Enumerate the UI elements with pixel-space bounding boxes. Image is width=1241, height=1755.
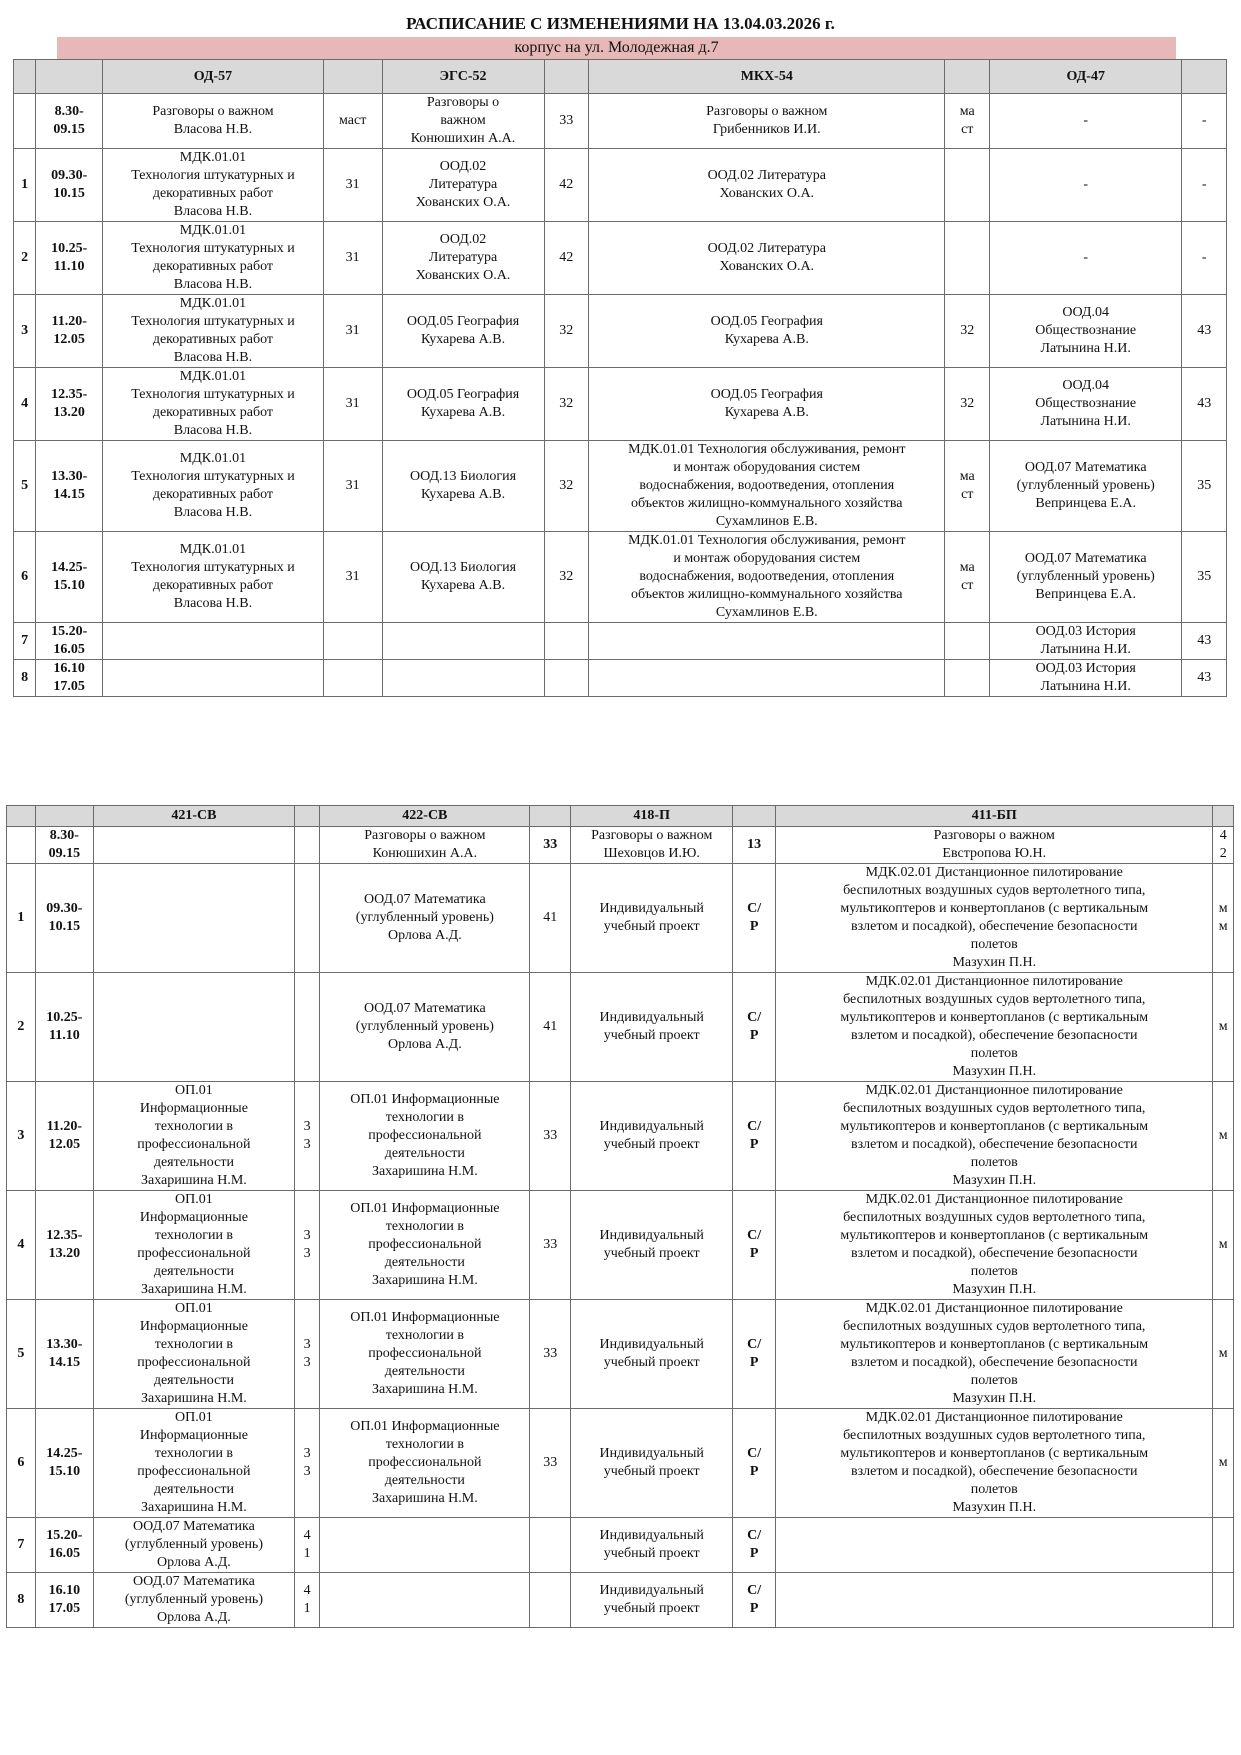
page-title: РАСПИСАНИЕ С ИЗМЕНЕНИЯМИ НА 13.04.03.2026 г. <box>406 14 835 33</box>
room-cell: С/ Р <box>733 1082 776 1191</box>
subject-cell: ООД.07 Математика (углубленный уровень) Орлова А.Д. <box>320 864 530 973</box>
room-cell <box>945 149 990 222</box>
group-header: 418-П <box>571 806 733 827</box>
room-cell <box>294 973 320 1082</box>
table-row <box>14 441 1227 532</box>
room-cell: С/ Р <box>733 1518 776 1573</box>
subject-cell: МДК.02.01 Дистанционное пилотирование беспилотных воздушных судов вертолетного типа, мультикоптеров и конвертопланов (с вертикальным взлетом и посадкой), обеспечение безопасности полетов Мазухин П.Н. <box>776 1082 1213 1191</box>
subject-cell: ООД.04 Обществознание Латынина Н.И. <box>990 295 1182 368</box>
subject-cell <box>776 1573 1213 1628</box>
subject-cell: МДК.02.01 Дистанционное пилотирование беспилотных воздушных судов вертолетного типа, мультикоптеров и конвертопланов (с вертикальным взлетом и посадкой), обеспечение безопасности полетов Мазухин П.Н. <box>776 973 1213 1082</box>
subject-cell <box>94 827 295 864</box>
subject-cell <box>94 973 295 1082</box>
lesson-number: 8 <box>7 1573 36 1628</box>
room-cell: 4 1 <box>294 1573 320 1628</box>
room-cell: м <box>1213 1409 1234 1518</box>
room-cell: 35 <box>1182 532 1227 623</box>
lesson-number: 4 <box>14 368 36 441</box>
room-cell <box>323 623 382 660</box>
subject-cell <box>589 623 945 660</box>
lesson-number: 1 <box>14 149 36 222</box>
room-cell: 4 1 <box>294 1518 320 1573</box>
subject-cell: ООД.02 Литература Хованских О.А. <box>589 222 945 295</box>
lesson-time: 10.25- 11.10 <box>36 222 103 295</box>
table-row <box>7 1409 1234 1518</box>
room-cell <box>945 660 990 697</box>
lesson-number: 1 <box>7 864 36 973</box>
lesson-time: 12.35- 13.20 <box>36 368 103 441</box>
room-cell: 3 3 <box>294 1409 320 1518</box>
subject-cell: ОП.01 Информационные технологии в профессиональной деятельности Захаришина Н.М. <box>320 1409 530 1518</box>
lesson-time: 15.20- 16.05 <box>36 623 103 660</box>
room-cell: 32 <box>945 295 990 368</box>
subject-cell <box>382 660 544 697</box>
room-cell: 13 <box>733 827 776 864</box>
subject-cell: МДК.01.01 Технология штукатурных и декоративных работ Власова Н.В. <box>103 368 324 441</box>
lesson-time: 8.30- 09.15 <box>35 827 93 864</box>
room-cell: маст <box>323 94 382 149</box>
subject-cell: ОП.01 Информационные технологии в профессиональной деятельности Захаришина Н.М. <box>320 1300 530 1409</box>
room-cell: 3 3 <box>294 1082 320 1191</box>
room-cell <box>530 1573 571 1628</box>
room-header <box>530 806 571 827</box>
subject-cell: ООД.07 Математика (углубленный уровень) Орлова А.Д. <box>94 1573 295 1628</box>
subject-cell: ООД.07 Математика (углубленный уровень) Орлова А.Д. <box>94 1518 295 1573</box>
room-cell: 32 <box>544 368 589 441</box>
subject-cell: Разговоры о важном Конюшихин А.А. <box>382 94 544 149</box>
subject-cell: МДК.01.01 Технология обслуживания, ремонт и монтаж оборудования систем водоснабжения, водоотведения, отопления объектов жилищно-коммунального хозяйства Сухамлинов Е.В. <box>589 441 945 532</box>
table-row <box>7 1191 1234 1300</box>
subject-cell: МДК.02.01 Дистанционное пилотирование беспилотных воздушных судов вертолетного типа, мультикоптеров и конвертопланов (с вертикальным взлетом и посадкой), обеспечение безопасности полетов Мазухин П.Н. <box>776 1300 1213 1409</box>
room-cell: м <box>1213 1082 1234 1191</box>
lesson-time: 09.30- 10.15 <box>35 864 93 973</box>
subject-cell <box>103 660 324 697</box>
lesson-number: 8 <box>14 660 36 697</box>
room-cell <box>294 864 320 973</box>
table-row <box>14 94 1227 149</box>
subject-cell: ООД.03 История Латынина Н.И. <box>990 660 1182 697</box>
room-cell: 43 <box>1182 295 1227 368</box>
room-cell <box>544 660 589 697</box>
group-header: ОД-57 <box>103 60 324 94</box>
table-row <box>7 1082 1234 1191</box>
group-header: МКХ-54 <box>589 60 945 94</box>
subject-cell: Разговоры о важном Шеховцов И.Ю. <box>571 827 733 864</box>
lesson-number: 7 <box>7 1518 36 1573</box>
subject-cell: МДК.01.01 Технология обслуживания, ремонт и монтаж оборудования систем водоснабжения, водоотведения, отопления объектов жилищно-коммунального хозяйства Сухамлинов Е.В. <box>589 532 945 623</box>
subject-cell: ООД.07 Математика (углубленный уровень) Вепринцева Е.А. <box>990 532 1182 623</box>
subject-cell: ООД.05 География Кухарева А.В. <box>589 368 945 441</box>
subject-cell: ООД.05 География Кухарева А.В. <box>382 368 544 441</box>
room-header <box>323 60 382 94</box>
lesson-time: 16.10 17.05 <box>35 1573 93 1628</box>
lesson-number <box>14 94 36 149</box>
subject-cell <box>320 1518 530 1573</box>
room-cell: ма ст <box>945 94 990 149</box>
lesson-number: 3 <box>14 295 36 368</box>
room-cell: 43 <box>1182 623 1227 660</box>
room-header <box>294 806 320 827</box>
subject-cell: ОП.01 Информационные технологии в профессиональной деятельности Захаришина Н.М. <box>94 1300 295 1409</box>
table-row <box>7 1518 1234 1573</box>
subject-cell: Индивидуальный учебный проект <box>571 1409 733 1518</box>
subject-cell: ОП.01 Информационные технологии в профессиональной деятельности Захаришина Н.М. <box>320 1082 530 1191</box>
building-banner: корпус на ул. Молодежная д.7 <box>57 37 1176 59</box>
group-header: 421-СВ <box>94 806 295 827</box>
room-cell: С/ Р <box>733 1409 776 1518</box>
room-header <box>945 60 990 94</box>
group-header: ЭГС-52 <box>382 60 544 94</box>
room-cell: 33 <box>530 827 571 864</box>
subject-cell: МДК.01.01 Технология штукатурных и декоративных работ Власова Н.В. <box>103 295 324 368</box>
room-header <box>1213 806 1234 827</box>
room-cell <box>323 660 382 697</box>
room-cell: 3 3 <box>294 1191 320 1300</box>
subject-cell: МДК.02.01 Дистанционное пилотирование беспилотных воздушных судов вертолетного типа, мультикоптеров и конвертопланов (с вертикальным взлетом и посадкой), обеспечение безопасности полетов Мазухин П.Н. <box>776 1191 1213 1300</box>
room-cell <box>530 1518 571 1573</box>
lesson-time: 15.20- 16.05 <box>35 1518 93 1573</box>
subject-cell <box>94 864 295 973</box>
room-cell <box>294 827 320 864</box>
room-cell: 31 <box>323 295 382 368</box>
subject-cell: Разговоры о важном Власова Н.В. <box>103 94 324 149</box>
room-cell: м <box>1213 1300 1234 1409</box>
subject-cell: ООД.05 География Кухарева А.В. <box>382 295 544 368</box>
lesson-number: 6 <box>7 1409 36 1518</box>
room-cell: м <box>1213 1191 1234 1300</box>
lesson-time: 13.30- 14.15 <box>36 441 103 532</box>
room-cell: м м <box>1213 864 1234 973</box>
room-cell <box>1213 1573 1234 1628</box>
room-cell: 4 2 <box>1213 827 1234 864</box>
lesson-number: 5 <box>14 441 36 532</box>
subject-cell: ООД.02 Литература Хованских О.А. <box>589 149 945 222</box>
lesson-number: 2 <box>7 973 36 1082</box>
lesson-time: 13.30- 14.15 <box>35 1300 93 1409</box>
lesson-time: 11.20- 12.05 <box>35 1082 93 1191</box>
room-cell: 31 <box>323 368 382 441</box>
room-cell: 41 <box>530 864 571 973</box>
subject-cell: ООД.02 Литература Хованских О.А. <box>382 222 544 295</box>
room-header <box>733 806 776 827</box>
group-header: 422-СВ <box>320 806 530 827</box>
subject-cell: Индивидуальный учебный проект <box>571 1082 733 1191</box>
lesson-number: 2 <box>14 222 36 295</box>
lesson-number: 4 <box>7 1191 36 1300</box>
subject-cell: ОП.01 Информационные технологии в профессиональной деятельности Захаришина Н.М. <box>94 1191 295 1300</box>
subject-cell: МДК.01.01 Технология штукатурных и декоративных работ Власова Н.В. <box>103 222 324 295</box>
lesson-number <box>7 827 36 864</box>
room-cell: 32 <box>544 532 589 623</box>
table-row <box>14 532 1227 623</box>
subject-cell: Индивидуальный учебный проект <box>571 1573 733 1628</box>
room-cell: С/ Р <box>733 864 776 973</box>
group-header: 411-БП <box>776 806 1213 827</box>
subject-cell: Индивидуальный учебный проект <box>571 1191 733 1300</box>
room-cell: - <box>1182 222 1227 295</box>
subject-cell: ОП.01 Информационные технологии в профессиональной деятельности Захаришина Н.М. <box>94 1409 295 1518</box>
room-cell: 31 <box>323 222 382 295</box>
room-header <box>1182 60 1227 94</box>
subject-cell: Индивидуальный учебный проект <box>571 973 733 1082</box>
room-cell: 32 <box>544 441 589 532</box>
room-cell: м <box>1213 973 1234 1082</box>
room-cell: С/ Р <box>733 973 776 1082</box>
subject-cell: - <box>990 94 1182 149</box>
room-cell: 33 <box>544 94 589 149</box>
room-cell: 42 <box>544 149 589 222</box>
room-cell: 43 <box>1182 368 1227 441</box>
subject-cell: ООД.04 Обществознание Латынина Н.И. <box>990 368 1182 441</box>
subject-cell: ООД.07 Математика (углубленный уровень) Вепринцева Е.А. <box>990 441 1182 532</box>
room-cell: ма ст <box>945 532 990 623</box>
subject-cell: - <box>990 222 1182 295</box>
subject-cell <box>320 1573 530 1628</box>
room-cell: С/ Р <box>733 1300 776 1409</box>
table-row <box>7 864 1234 973</box>
room-cell <box>1213 1518 1234 1573</box>
subject-cell <box>103 623 324 660</box>
subject-cell: МДК.01.01 Технология штукатурных и декоративных работ Власова Н.В. <box>103 532 324 623</box>
subject-cell: ООД.03 История Латынина Н.И. <box>990 623 1182 660</box>
room-cell: - <box>1182 149 1227 222</box>
subject-cell <box>382 623 544 660</box>
header-time-col <box>36 60 103 94</box>
lesson-time: 11.20- 12.05 <box>36 295 103 368</box>
schedule-table-1 <box>13 59 1227 697</box>
lesson-time: 16.10 17.05 <box>36 660 103 697</box>
room-cell: 33 <box>530 1409 571 1518</box>
table-row <box>14 149 1227 222</box>
subject-cell <box>589 660 945 697</box>
lesson-time: 10.25- 11.10 <box>35 973 93 1082</box>
room-cell: 33 <box>530 1300 571 1409</box>
subject-cell: ООД.07 Математика (углубленный уровень) Орлова А.Д. <box>320 973 530 1082</box>
room-cell: 31 <box>323 149 382 222</box>
lesson-time: 8.30- 09.15 <box>36 94 103 149</box>
subject-cell: ОП.01 Информационные технологии в профессиональной деятельности Захаришина Н.М. <box>320 1191 530 1300</box>
lesson-number: 6 <box>14 532 36 623</box>
subject-cell: Разговоры о важном Евстропова Ю.Н. <box>776 827 1213 864</box>
subject-cell: Индивидуальный учебный проект <box>571 864 733 973</box>
header-time-col <box>35 806 93 827</box>
room-cell: ма ст <box>945 441 990 532</box>
room-cell: 32 <box>544 295 589 368</box>
room-cell: 41 <box>530 973 571 1082</box>
room-cell: 31 <box>323 441 382 532</box>
table-row <box>14 368 1227 441</box>
room-cell: 32 <box>945 368 990 441</box>
lesson-time: 14.25- 15.10 <box>35 1409 93 1518</box>
subject-cell: ООД.13 Биология Кухарева А.В. <box>382 441 544 532</box>
room-cell: 33 <box>530 1082 571 1191</box>
subject-cell: Разговоры о важном Конюшихин А.А. <box>320 827 530 864</box>
room-cell <box>945 222 990 295</box>
lesson-time: 14.25- 15.10 <box>36 532 103 623</box>
room-cell <box>544 623 589 660</box>
table-row <box>14 295 1227 368</box>
schedule-table-2 <box>6 805 1234 1628</box>
room-cell <box>945 623 990 660</box>
room-cell: - <box>1182 94 1227 149</box>
table-row <box>14 623 1227 660</box>
table-row <box>14 660 1227 697</box>
subject-cell <box>776 1518 1213 1573</box>
table-row <box>7 827 1234 864</box>
room-cell: 42 <box>544 222 589 295</box>
subject-cell: Индивидуальный учебный проект <box>571 1300 733 1409</box>
header-num-col <box>14 60 36 94</box>
room-cell: С/ Р <box>733 1191 776 1300</box>
subject-cell: ООД.05 География Кухарева А.В. <box>589 295 945 368</box>
table-row <box>7 1300 1234 1409</box>
subject-cell: Разговоры о важном Грибенников И.И. <box>589 94 945 149</box>
subject-cell: Индивидуальный учебный проект <box>571 1518 733 1573</box>
lesson-number: 3 <box>7 1082 36 1191</box>
room-cell: С/ Р <box>733 1573 776 1628</box>
table-row <box>14 222 1227 295</box>
lesson-number: 5 <box>7 1300 36 1409</box>
subject-cell: МДК.02.01 Дистанционное пилотирование беспилотных воздушных судов вертолетного типа, мультикоптеров и конвертопланов (с вертикальным взлетом и посадкой), обеспечение безопасности полетов Мазухин П.Н. <box>776 1409 1213 1518</box>
subject-cell: ОП.01 Информационные технологии в профессиональной деятельности Захаришина Н.М. <box>94 1082 295 1191</box>
subject-cell: МДК.01.01 Технология штукатурных и декоративных работ Власова Н.В. <box>103 149 324 222</box>
subject-cell: МДК.01.01 Технология штукатурных и декоративных работ Власова Н.В. <box>103 441 324 532</box>
room-cell: 33 <box>530 1191 571 1300</box>
lesson-time: 09.30- 10.15 <box>36 149 103 222</box>
room-header <box>544 60 589 94</box>
subject-cell: - <box>990 149 1182 222</box>
room-cell: 43 <box>1182 660 1227 697</box>
lesson-time: 12.35- 13.20 <box>35 1191 93 1300</box>
table-row <box>7 973 1234 1082</box>
header-num-col <box>7 806 36 827</box>
room-cell: 3 3 <box>294 1300 320 1409</box>
group-header: ОД-47 <box>990 60 1182 94</box>
room-cell: 35 <box>1182 441 1227 532</box>
subject-cell: ООД.13 Биология Кухарева А.В. <box>382 532 544 623</box>
room-cell: 31 <box>323 532 382 623</box>
subject-cell: ООД.02 Литература Хованских О.А. <box>382 149 544 222</box>
subject-cell: МДК.02.01 Дистанционное пилотирование беспилотных воздушных судов вертолетного типа, мультикоптеров и конвертопланов (с вертикальным взлетом и посадкой), обеспечение безопасности полетов Мазухин П.Н. <box>776 864 1213 973</box>
table-row <box>7 1573 1234 1628</box>
lesson-number: 7 <box>14 623 36 660</box>
